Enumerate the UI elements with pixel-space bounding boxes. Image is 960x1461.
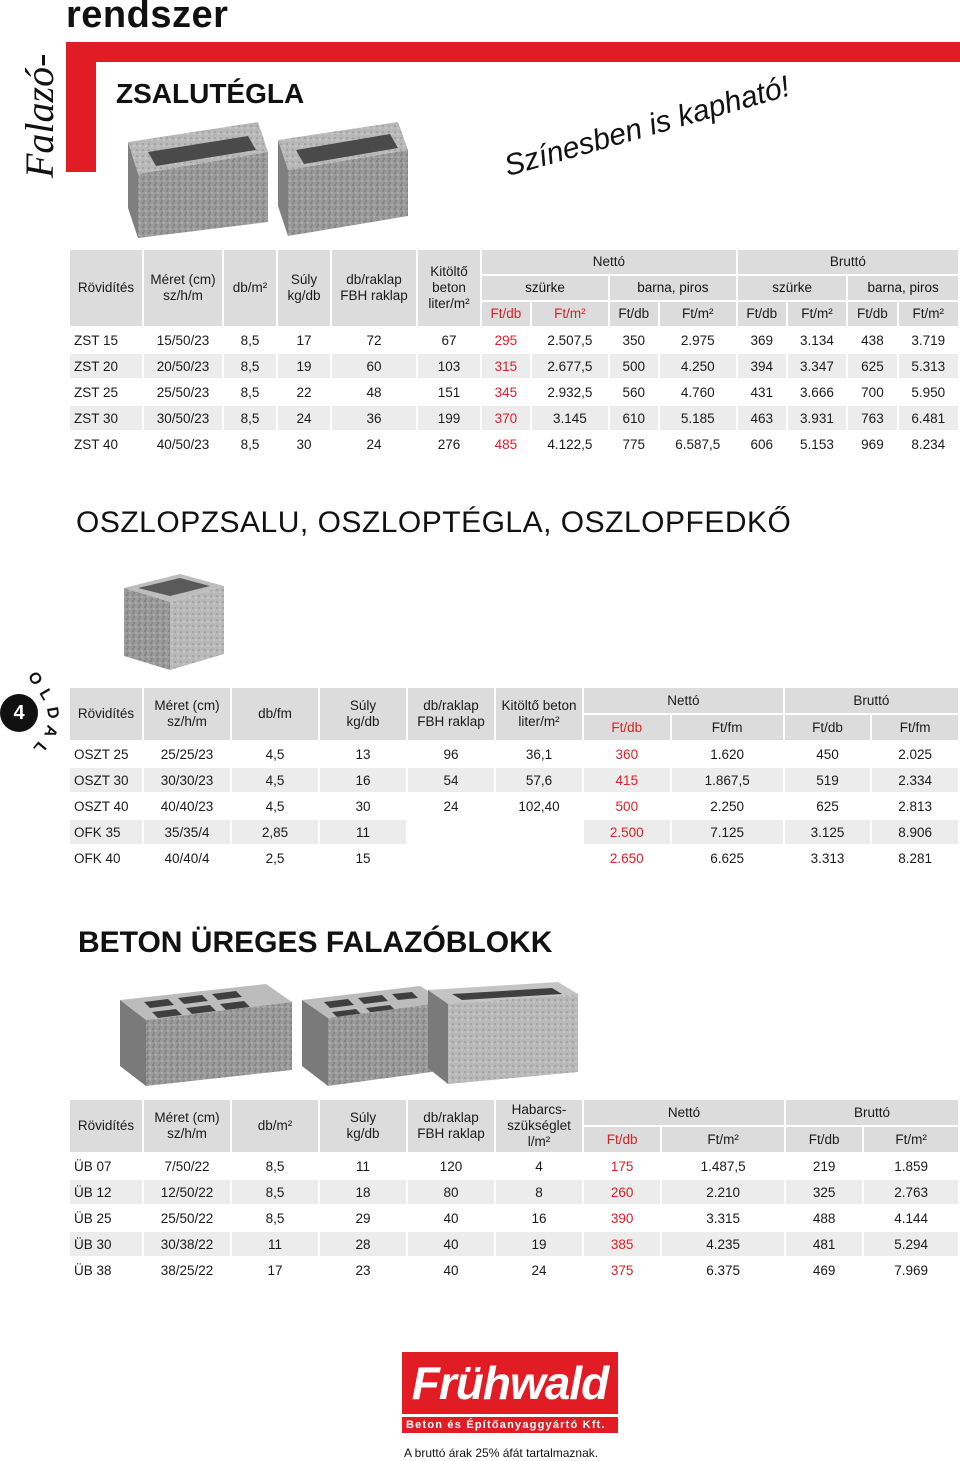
section-title-zsaluteglia: ZSALUTÉGLA xyxy=(116,78,305,109)
table-cell: 4,5 xyxy=(265,746,285,762)
table-cell: 4,5 xyxy=(265,798,285,814)
table-cell: 450 xyxy=(816,746,839,762)
table-cell: 8,5 xyxy=(224,354,276,378)
table-cell: OSZT 30 xyxy=(70,768,142,792)
table-cell: 5.950 xyxy=(911,384,946,400)
table-cell: ZST 40 xyxy=(74,436,119,452)
page-number-badge: 4 xyxy=(0,694,38,732)
table-cell: ÜB 07 xyxy=(74,1158,112,1174)
table-cell: 2.932,5 xyxy=(547,384,593,400)
table-cell: 700 xyxy=(861,384,884,400)
table-cell: 30/30/23 xyxy=(144,768,230,792)
table-cell: 8,5 xyxy=(240,436,260,452)
col-header-net-grey: szürke xyxy=(482,276,608,300)
table-cell: 4.235 xyxy=(662,1232,784,1256)
table-cell: 2.334 xyxy=(872,768,958,792)
table-cell: 23 xyxy=(355,1262,371,1278)
table-cell: 463 xyxy=(738,406,786,430)
table-cell: 2.507,5 xyxy=(547,332,593,348)
table-cell: ZST 30 xyxy=(70,406,142,430)
red-corner-bar xyxy=(66,42,96,172)
col-header-ftdb: Ft/db xyxy=(584,715,670,740)
product-image-zsaluteglia xyxy=(118,112,418,240)
table-cell: 29 xyxy=(355,1210,371,1226)
col-header-weight: Súly kg/db xyxy=(278,250,330,326)
table-cell: 60 xyxy=(332,354,416,378)
table-cell: ÜB 12 xyxy=(70,1180,142,1204)
table-cell: 485 xyxy=(494,436,518,452)
table-cell: 17 xyxy=(267,1262,283,1278)
col-header-qty: db/fm xyxy=(232,688,318,740)
table-cell: ÜB 30 xyxy=(70,1232,142,1256)
brand-title: rendszer xyxy=(66,0,229,36)
table-cell: 30/38/22 xyxy=(144,1232,230,1256)
table-cell: ÜB 25 xyxy=(74,1210,112,1226)
table-cell: 20/50/23 xyxy=(144,354,222,378)
table-cell: 2.813 xyxy=(898,798,933,814)
colored-note: Színesben is kapható! xyxy=(500,69,794,184)
table-cell: 625 xyxy=(848,354,896,378)
col-header-ftdb: Ft/db xyxy=(785,715,871,740)
table-row xyxy=(70,328,958,352)
table-cell: 1.859 xyxy=(894,1158,929,1174)
table-row xyxy=(70,354,958,378)
table-cell: 40/40/23 xyxy=(160,798,214,814)
table-cell: 15/50/23 xyxy=(156,332,210,348)
table-cell xyxy=(408,820,494,844)
table-cell: 16 xyxy=(320,768,406,792)
side-label-oldal: O L D A L xyxy=(24,669,62,757)
col-header-size: Méret (cm) sz/h/m xyxy=(144,688,230,740)
col-header-qty: db/m² xyxy=(224,250,276,326)
table-cell: 8.234 xyxy=(911,436,946,452)
col-header-weight: Súly kg/db xyxy=(320,688,406,740)
col-header-weight: Súly kg/db xyxy=(320,1100,406,1152)
table-row xyxy=(70,846,958,870)
table-cell: 151 xyxy=(437,384,461,400)
table-cell: 1.620 xyxy=(710,746,745,762)
table-cell: 8,5 xyxy=(240,384,260,400)
table-cell: 390 xyxy=(610,1210,634,1226)
table-cell: 438 xyxy=(861,332,884,348)
table-cell: 15 xyxy=(355,850,371,866)
table-cell: 1.867,5 xyxy=(672,768,783,792)
col-header-gross: Bruttó xyxy=(785,688,958,713)
table-cell: 30 xyxy=(355,798,371,814)
table-cell: 295 xyxy=(494,332,518,348)
col-header-pallet: db/raklap FBH raklap xyxy=(408,1100,494,1152)
table-cell: 3.134 xyxy=(800,332,834,348)
table-cell: 8 xyxy=(496,1180,582,1204)
col-header-gross: Bruttó xyxy=(786,1100,958,1125)
table-cell: 2.500 xyxy=(584,820,670,844)
table-cell: 2.650 xyxy=(609,850,644,866)
table-cell: ZST 25 xyxy=(74,384,119,400)
table-cell: 2.025 xyxy=(898,746,933,762)
col-header-ftfm: Ft/fm xyxy=(872,715,958,740)
table-row xyxy=(70,768,958,792)
col-header-net-brown: barna, piros xyxy=(610,276,736,300)
table-cell: 11 xyxy=(355,1158,370,1174)
table-cell: 4.250 xyxy=(660,354,736,378)
table-cell: 2.975 xyxy=(680,332,715,348)
table-cell: 500 xyxy=(610,354,658,378)
table-cell: 3.315 xyxy=(706,1210,741,1226)
col-header-abbr: Rövidítés xyxy=(70,250,142,326)
table-cell: 431 xyxy=(750,384,773,400)
table-row xyxy=(70,1154,958,1178)
table-cell: 8,5 xyxy=(240,332,260,348)
table-cell: 7.125 xyxy=(672,820,783,844)
table-cell: 2,5 xyxy=(265,850,285,866)
table-cell: 8,5 xyxy=(224,406,276,430)
table-cell: 6.625 xyxy=(710,850,745,866)
table-cell: 11 xyxy=(320,820,406,844)
table-cell: 260 xyxy=(584,1180,660,1204)
col-header-size: Méret (cm) sz/h/m xyxy=(144,250,222,326)
table-cell: 57,6 xyxy=(496,768,582,792)
table-cell: 8,5 xyxy=(265,1210,285,1226)
table-cell: 30 xyxy=(296,436,312,452)
col-header-abbr: Rövidítés xyxy=(70,688,142,740)
col-header-net: Nettó xyxy=(584,1100,784,1125)
price-table-oszlop xyxy=(68,686,960,872)
col-header-net: Nettó xyxy=(584,688,783,713)
table-cell: 2,85 xyxy=(232,820,318,844)
vat-footnote: A bruttó árak 25% áfát tartalmaznak. xyxy=(404,1446,599,1460)
table-cell: 67 xyxy=(441,332,457,348)
table-cell: 370 xyxy=(482,406,530,430)
table-cell: 8.906 xyxy=(872,820,958,844)
table-cell: 36 xyxy=(332,406,416,430)
table-cell: ÜB 38 xyxy=(74,1262,112,1278)
table-cell: 16 xyxy=(531,1210,547,1226)
product-image-oszlopzsalu xyxy=(120,570,230,674)
col-header-mortar: Habarcs- szükséglet l/m² xyxy=(496,1100,582,1152)
col-header-pallet: db/raklap FBH raklap xyxy=(332,250,416,326)
table-cell: 3.347 xyxy=(788,354,847,378)
col-header-fill: Kitöltő beton liter/m² xyxy=(418,250,480,326)
price-table-zsaluteglia xyxy=(68,248,960,458)
table-cell: 763 xyxy=(848,406,896,430)
table-cell: 102,40 xyxy=(518,798,560,814)
table-row xyxy=(70,742,958,766)
table-cell: ZST 15 xyxy=(74,332,119,348)
col-header-abbr: Rövidítés xyxy=(70,1100,142,1152)
table-cell: 325 xyxy=(786,1180,862,1204)
table-cell: 2.677,5 xyxy=(532,354,608,378)
table-cell: 7/50/22 xyxy=(164,1158,210,1174)
table-cell: 48 xyxy=(366,384,382,400)
col-header-ftm2: Ft/m² xyxy=(660,302,736,326)
table-cell: 36,1 xyxy=(525,746,553,762)
red-header-bar xyxy=(66,42,960,62)
table-cell: 120 xyxy=(439,1158,463,1174)
col-header-net: Nettó xyxy=(482,250,736,274)
table-cell: 175 xyxy=(610,1158,634,1174)
col-header-ftdb: Ft/db xyxy=(786,1127,862,1152)
table-cell: 18 xyxy=(320,1180,406,1204)
table-cell: 4 xyxy=(535,1158,543,1174)
table-cell: 2.250 xyxy=(710,798,745,814)
table-cell: 19 xyxy=(496,1232,582,1256)
table-cell: 199 xyxy=(418,406,480,430)
table-cell: 40/40/4 xyxy=(164,850,210,866)
table-cell: 5.294 xyxy=(864,1232,958,1256)
table-cell: 24 xyxy=(531,1262,547,1278)
table-cell: 519 xyxy=(785,768,871,792)
table-cell xyxy=(408,846,494,870)
table-cell: 3.313 xyxy=(810,850,845,866)
col-header-ftdb: Ft/db xyxy=(848,302,896,326)
table-cell: 350 xyxy=(622,332,646,348)
table-cell: 3.719 xyxy=(911,332,946,348)
table-cell: 606 xyxy=(750,436,773,452)
col-header-ftm2: Ft/m² xyxy=(788,302,847,326)
table-cell: 2.210 xyxy=(662,1180,784,1204)
col-header-ftdb: Ft/db xyxy=(482,302,530,326)
table-cell: 560 xyxy=(622,384,646,400)
table-cell: 5.313 xyxy=(899,354,958,378)
table-cell: 7.969 xyxy=(894,1262,929,1278)
table-cell: 1.487,5 xyxy=(700,1158,746,1174)
col-header-ftdb: Ft/db xyxy=(738,302,786,326)
table-cell: OFK 40 xyxy=(74,850,121,866)
table-cell: 369 xyxy=(750,332,773,348)
table-cell: 8,5 xyxy=(265,1158,285,1174)
table-cell: 3.125 xyxy=(785,820,871,844)
table-cell: OFK 35 xyxy=(70,820,142,844)
table-cell: 3.145 xyxy=(532,406,608,430)
table-cell: 24 xyxy=(278,406,330,430)
table-cell: 24 xyxy=(443,798,459,814)
table-cell: 345 xyxy=(494,384,518,400)
table-row xyxy=(70,1206,958,1230)
table-row xyxy=(70,794,958,818)
col-header-gross-brown: barna, piros xyxy=(848,276,958,300)
table-cell: ZST 20 xyxy=(70,354,142,378)
table-cell: 315 xyxy=(482,354,530,378)
table-cell: 4,5 xyxy=(232,768,318,792)
table-cell xyxy=(496,846,582,870)
table-cell: 3.666 xyxy=(800,384,834,400)
col-header-ftfm: Ft/fm xyxy=(672,715,783,740)
col-header-gross-grey: szürke xyxy=(738,276,846,300)
table-row xyxy=(70,1180,958,1204)
table-cell: 5.185 xyxy=(660,406,736,430)
table-row xyxy=(70,432,958,456)
table-cell: 488 xyxy=(812,1210,836,1226)
table-cell: 54 xyxy=(408,768,494,792)
table-cell: 394 xyxy=(738,354,786,378)
table-cell: 4.144 xyxy=(894,1210,929,1226)
col-header-ftm2: Ft/m² xyxy=(662,1127,784,1152)
col-header-ftm2: Ft/m² xyxy=(532,302,608,326)
table-cell: 969 xyxy=(861,436,884,452)
table-cell: 19 xyxy=(278,354,330,378)
table-cell: 775 xyxy=(622,436,646,452)
table-cell: OSZT 40 xyxy=(74,798,129,814)
table-cell: 12/50/22 xyxy=(144,1180,230,1204)
table-cell: 80 xyxy=(408,1180,494,1204)
table-cell: 360 xyxy=(615,746,639,762)
table-cell: 5.153 xyxy=(800,436,834,452)
table-cell: 3.931 xyxy=(788,406,847,430)
table-cell: 6.481 xyxy=(899,406,958,430)
table-cell: 6.587,5 xyxy=(675,436,721,452)
table-cell: 219 xyxy=(812,1158,836,1174)
table-cell: 2.763 xyxy=(864,1180,958,1204)
table-cell: 276 xyxy=(437,436,461,452)
col-header-size: Méret (cm) sz/h/m xyxy=(144,1100,230,1152)
logo-wordmark: Frühwald xyxy=(402,1352,618,1414)
table-cell: 38/25/22 xyxy=(160,1262,214,1278)
table-cell: 40 xyxy=(443,1262,459,1278)
section-title-ureges: BETON ÜREGES FALAZÓBLOKK xyxy=(78,926,553,959)
col-header-ftm2: Ft/m² xyxy=(864,1127,958,1152)
table-cell: 25/50/22 xyxy=(160,1210,214,1226)
table-cell: 72 xyxy=(366,332,382,348)
col-header-ftm2: Ft/m² xyxy=(899,302,958,326)
table-cell: 22 xyxy=(296,384,312,400)
table-row xyxy=(70,380,958,404)
fruhwald-logo xyxy=(402,1352,618,1433)
table-cell: 4.122,5 xyxy=(547,436,593,452)
table-cell: 40/50/23 xyxy=(156,436,210,452)
table-cell: 375 xyxy=(610,1262,634,1278)
table-cell: 610 xyxy=(610,406,658,430)
col-header-ftdb: Ft/db xyxy=(610,302,658,326)
table-cell: 25/50/23 xyxy=(156,384,210,400)
table-row xyxy=(70,406,958,430)
table-cell: 469 xyxy=(812,1262,836,1278)
table-row xyxy=(70,820,958,844)
table-cell: 8,5 xyxy=(232,1180,318,1204)
table-cell: 103 xyxy=(418,354,480,378)
table-cell: 28 xyxy=(320,1232,406,1256)
table-cell: 481 xyxy=(786,1232,862,1256)
logo-subtitle: Beton és Építőanyaggyártó Kft. xyxy=(402,1417,618,1433)
table-cell: 40 xyxy=(443,1210,459,1226)
table-cell xyxy=(496,820,582,844)
col-header-pallet: db/raklap FBH raklap xyxy=(408,688,494,740)
table-cell: 40 xyxy=(408,1232,494,1256)
section-title-oszlop: OSZLOPZSALU, OSZLOPTÉGLA, OSZLOPFEDKŐ xyxy=(76,506,792,539)
table-cell: 25/25/23 xyxy=(160,746,214,762)
price-table-falazoblokk xyxy=(68,1098,960,1284)
table-cell: 4.760 xyxy=(680,384,715,400)
table-cell: 385 xyxy=(584,1232,660,1256)
table-cell: 13 xyxy=(355,746,371,762)
table-cell: 8.281 xyxy=(898,850,933,866)
table-cell: 500 xyxy=(615,798,639,814)
table-cell: 415 xyxy=(584,768,670,792)
table-cell: 35/35/4 xyxy=(144,820,230,844)
col-header-qty: db/m² xyxy=(232,1100,318,1152)
table-row xyxy=(70,1232,958,1256)
col-header-gross: Bruttó xyxy=(738,250,958,274)
table-cell: 6.375 xyxy=(706,1262,741,1278)
table-cell: 30/50/23 xyxy=(144,406,222,430)
col-header-fill: Kitöltő beton liter/m² xyxy=(496,688,582,740)
table-cell: 625 xyxy=(816,798,839,814)
table-cell: 24 xyxy=(366,436,382,452)
table-row xyxy=(70,1258,958,1282)
col-header-ftdb: Ft/db xyxy=(584,1127,660,1152)
table-cell: 11 xyxy=(232,1232,318,1256)
table-cell: 96 xyxy=(443,746,459,762)
table-cell: 17 xyxy=(296,332,312,348)
product-image-falazoblokk xyxy=(116,980,582,1090)
table-cell: OSZT 25 xyxy=(74,746,129,762)
